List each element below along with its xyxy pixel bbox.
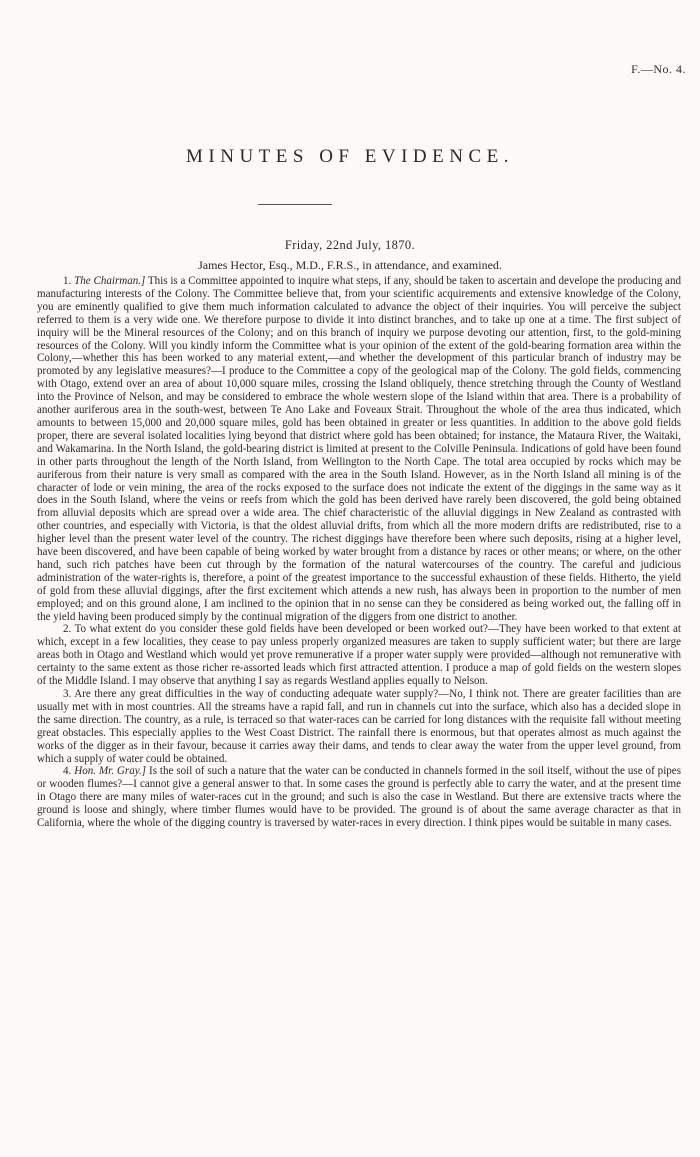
evidence-paragraph-3	[37, 688, 681, 765]
question-number: 4.	[63, 765, 72, 778]
paragraph-text: Are there any great difficulties in the way of conducting adequate water supply?—No, I think not. There are greater facilities than are usually met with in most countries. All the streams have a rapid fall, and run in channels cut into the surface, which also has a decided slope in the same direction. The country, as a rule, is terraced so that water-races can be carried for long distances with the requisite fall without meeting great obstacles. This especially applies to the West Coast District. The rainfall there is enormous, but that operates almost as much against the works of the digger as in their favour, because it carries away their dams, and tends to clear away the water from the upper level ground, from which a supply of water could be obtained.	[37, 688, 681, 765]
page-reference: F.—No. 4.	[631, 62, 686, 76]
witness-statement: James Hector, Esq., M.D., F.R.S., in attendance, and examined.	[198, 258, 502, 272]
paragraph-text: This is a Committee appointed to inquire what steps, if any, should be taken to ascertain and develope the producing and manufacturing interests of the Colony. The Committee believe that, from your scientific acquirements and extensive knowledge of the Colony, you are eminently qualified to give them much information calculated to advance the object of their inquiries. You will perceive the subject referred to them is a very wide one. We therefore purpose to divide it into distinct branches, and to take up one at a time. The first subject of inquiry will be the Mineral resources of the Colony; and on this branch of inquiry we purpose devoting our attention, first, to the gold-mining resources of the Colony. Will you kindly inform the Committee what is your opinion of the extent of the gold-bearing formation area within the Colony,—whether this has been worked to any material extent,—and whether the development of this particular branch of industry may be promoted by any legislative measures?—I produce to the Committee a copy of the geological map of the Colony. The gold fields, commencing with Otago, extend over an area of about 10,000 square miles, crossing the Island obliquely, thence stretching through the County of Westland into the Province of Nelson, and may be considered to embrace the whole western slope of the Island within that area. There is a probability of another auriferous area in the south-west, between Te Ano Lake and Foveaux Strait. Throughout the whole of the area thus indicated, which amounts to between 15,000 and 20,000 square miles, gold has been obtained in greater or less quantities. In addition to the above gold fields proper, there are several isolated localities lying beyond that district where gold has been obtained; for instance, the Mataura River, the Waitaki, and Wakamarina. In the North Island, the gold-bearing district is limited at present to the Colville Peninsula. Indications of gold have been found in other parts throughout the length of the North Island, from Wellington to the North Cape. The total area occupied by rocks which may be auriferous from their nature is very small as compared with the area in the South Island. However, as in the North Island all mining is of the character of lode or vein mining, the area of the rocks exposed to the surface does not indicate the extent of the diggings in the same way as it does in the South Island, where the veins or reefs from which the gold has been derived have rarely been discovered, the gold being obtained from alluvial deposits which are spread over a wide area. The chief characteristic of the alluvial diggings in New Zealand as contrasted with other countries, and especially with Victoria, is that the oldest alluvial drifts, from which all the more modern drifts are redistributed, rise to a higher level than the present water level of the country. The richest diggings have therefore been where such deposits, rising at a higher level, have been discovered, and have been capable of being worked by water brought from a distance by races or other means; or where, on the other hand, such rich patches have been cut through by the formation of the natural watercourses of the country. The careful and judicious administration of the water-rights is, therefore, a point of the greatest importance to the successful exhaustion of these fields. Hitherto, the yield of gold from these alluvial diggings, after the first excitement which attends a new rush, has always been in proportion to the number of men employed; and on this ground alone, I am inclined to the opinion that in no sense can they be considered as being worked out, the falling off in the yield having been produced simply by the continual migration of the diggers from one district to another.	[37, 275, 682, 623]
question-number: 3.	[63, 688, 72, 700]
evidence-paragraph-1	[37, 275, 681, 623]
paragraph-text: To what extent do you consider these gold fields have been developed or been worked out?—They have been worked to that extent at which, except in a few localities, they cease to pay unless properly organized measures are taken to supply sufficient water; but there are large areas both in Otago and Westland which would yet prove remunerative if a proper water supply were provided—although not remunerative with certainty to the same extent as those richer re-assorted leads which first attracted attention. I produce a map of gold fields on the western slopes of the Middle Island. I may observe that anything I say as regards Westland applies equally to Nelson.	[37, 623, 681, 688]
evidence-paragraph-4	[37, 765, 681, 830]
session-date: Friday, 22nd July, 1870.	[284, 238, 416, 252]
paragraph-text: Is the soil of such a nature that the water can be conducted in channels formed in the soil itself, without the use of pipes or wooden flumes?—I cannot give a general answer to that. In some cases the ground is perfectly able to carry the water, and at the present time in Otago there are many miles of water-races cut in the ground; and such is also the case in Westland. But there are extensive tracts where the ground is loose and shingly, where timber flumes would have to be provided. The ground is of about the same average character as that in California, where the whole of the digging country is traversed by water-races in every direction. I think pipes would be suitable in many cases.	[37, 765, 681, 830]
question-number: 1.	[63, 275, 72, 287]
page-title: MINUTES OF EVIDENCE.	[186, 146, 514, 167]
speaker-label: The Chairman.]	[74, 275, 146, 287]
question-number: 2.	[63, 623, 72, 636]
evidence-body	[37, 275, 681, 830]
speaker-label: Hon. Mr. Gray.]	[74, 765, 147, 778]
evidence-paragraph-2	[37, 623, 681, 688]
title-divider	[258, 204, 332, 205]
